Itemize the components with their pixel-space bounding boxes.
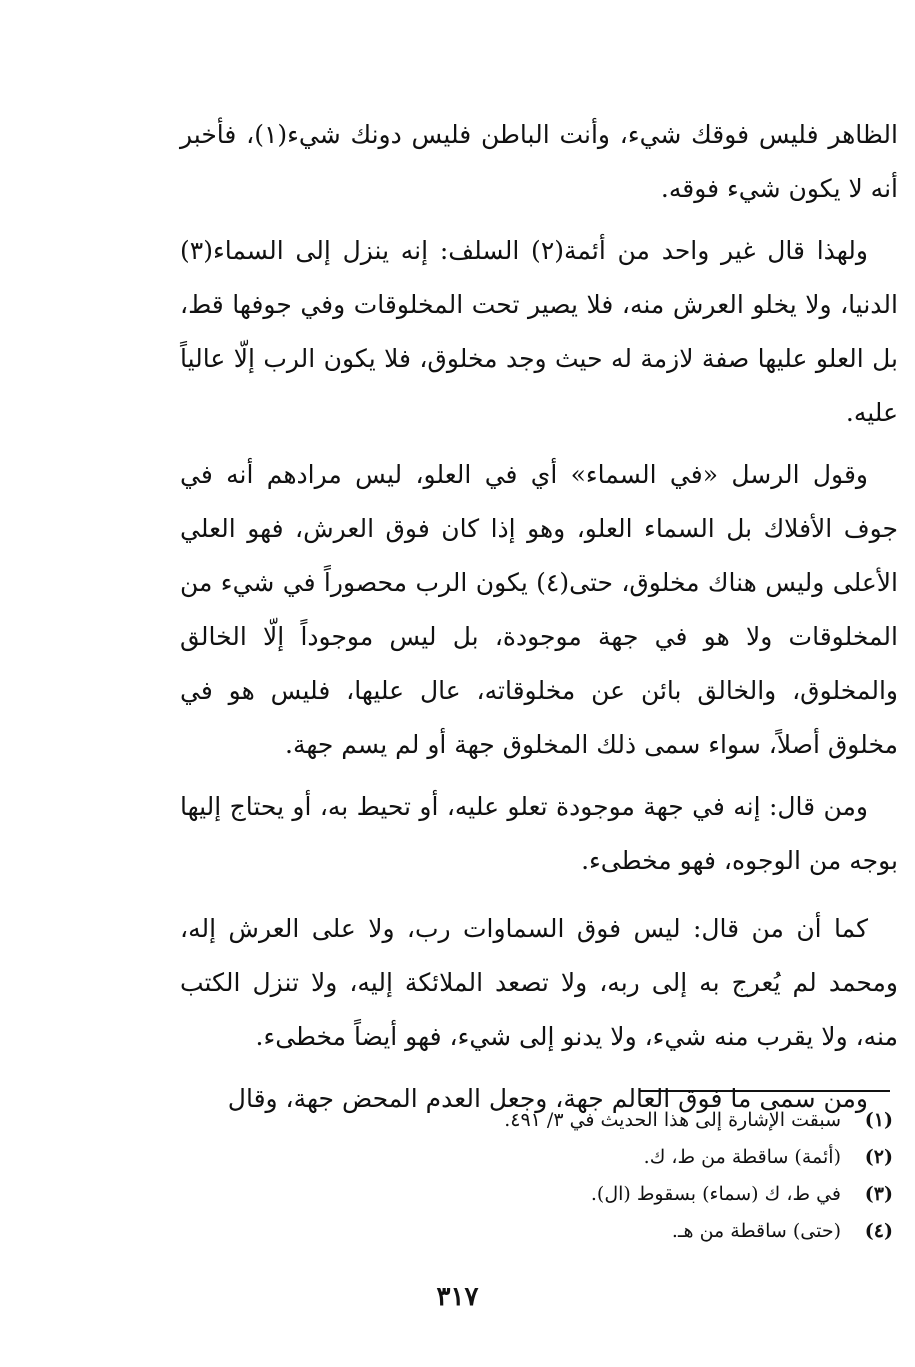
footnote-2: [300, 1139, 893, 1176]
footnote-number: (٢): [864, 1146, 893, 1168]
paragraph-5: كما أن من قال: ليس فوق السماوات رب، ولا على العرش إله، ومحمد لم يُعرج به إلى ربه، ولا تصعد الملائكة إليه، ولا تنزل الكتب منه، ولا يقرب منه شيء، ولا يدنو إلى شيء، فهو أيضاً مخطىء.: [180, 914, 898, 1051]
footnote-3: [300, 1176, 893, 1213]
paragraph-4: ومن قال: إنه في جهة موجودة تعلو عليه، أو تحيط به، أو يحتاج إليها بوجه من الوجوه، فهو مخطىء.: [180, 792, 898, 875]
footnote-number: (٤): [864, 1220, 893, 1242]
footnote-text: (أئمة) ساقطة من ط، ك.: [643, 1146, 841, 1168]
footnote-number: (١): [864, 1109, 893, 1131]
footnote-4: [300, 1213, 893, 1250]
paragraph-6: ومن سمى ما فوق العالم جهة، وجعل العدم المحض جهة، وقال: [227, 1084, 868, 1113]
footnote-text: (حتى) ساقطة من هـ.: [671, 1220, 841, 1242]
paragraph-3: وقول الرسل «في السماء» أي في العلو، ليس مرادهم أنه في جوف الأفلاك بل السماء العلو، وهو إذا كان فوق العرش، فهو العلي الأعلى وليس هناك مخلوق، حتى(٤) يكون الرب محصوراً في شيء من المخلوقات ولا هو في جهة موجودة، بل ليس موجوداً إلّا الخالق والمخلوق، والخالق بائن عن مخلوقاته، عال عليها، فليس هو في مخلوق أصلاً، سواء سمى ذلك المخلوق جهة أو لم يسم جهة.: [180, 460, 898, 759]
footnote-text: سبقت الإشارة إلى هذا الحديث في ٣/ ٤٩١.: [504, 1109, 841, 1131]
footnote-separator: [640, 1090, 890, 1092]
paragraph-2: ولهذا قال غير واحد من أئمة(٢) السلف: إنه ينزل إلى السماء(٣) الدنيا، ولا يخلو العرش منه، فلا يصير تحت المخلوقات وفي جوفها قط، بل العلو عليها صفة لازمة له حيث وجد مخلوق، فلا يكون الرب إلّا عالياً عليه.: [180, 236, 898, 427]
footnote-1: [300, 1102, 893, 1139]
paragraph-1: الظاهر فليس فوقك شيء، وأنت الباطن فليس دونك شيء(١)، فأخبر أنه لا يكون شيء فوقه.: [180, 120, 898, 203]
main-text: [180, 108, 898, 1126]
footnote-number: (٣): [864, 1183, 893, 1205]
page-number: ٣١٧: [436, 1282, 479, 1312]
footnote-text: في ط، ك (سماء) بسقوط (ال).: [590, 1183, 841, 1205]
footnotes: [300, 1102, 893, 1250]
